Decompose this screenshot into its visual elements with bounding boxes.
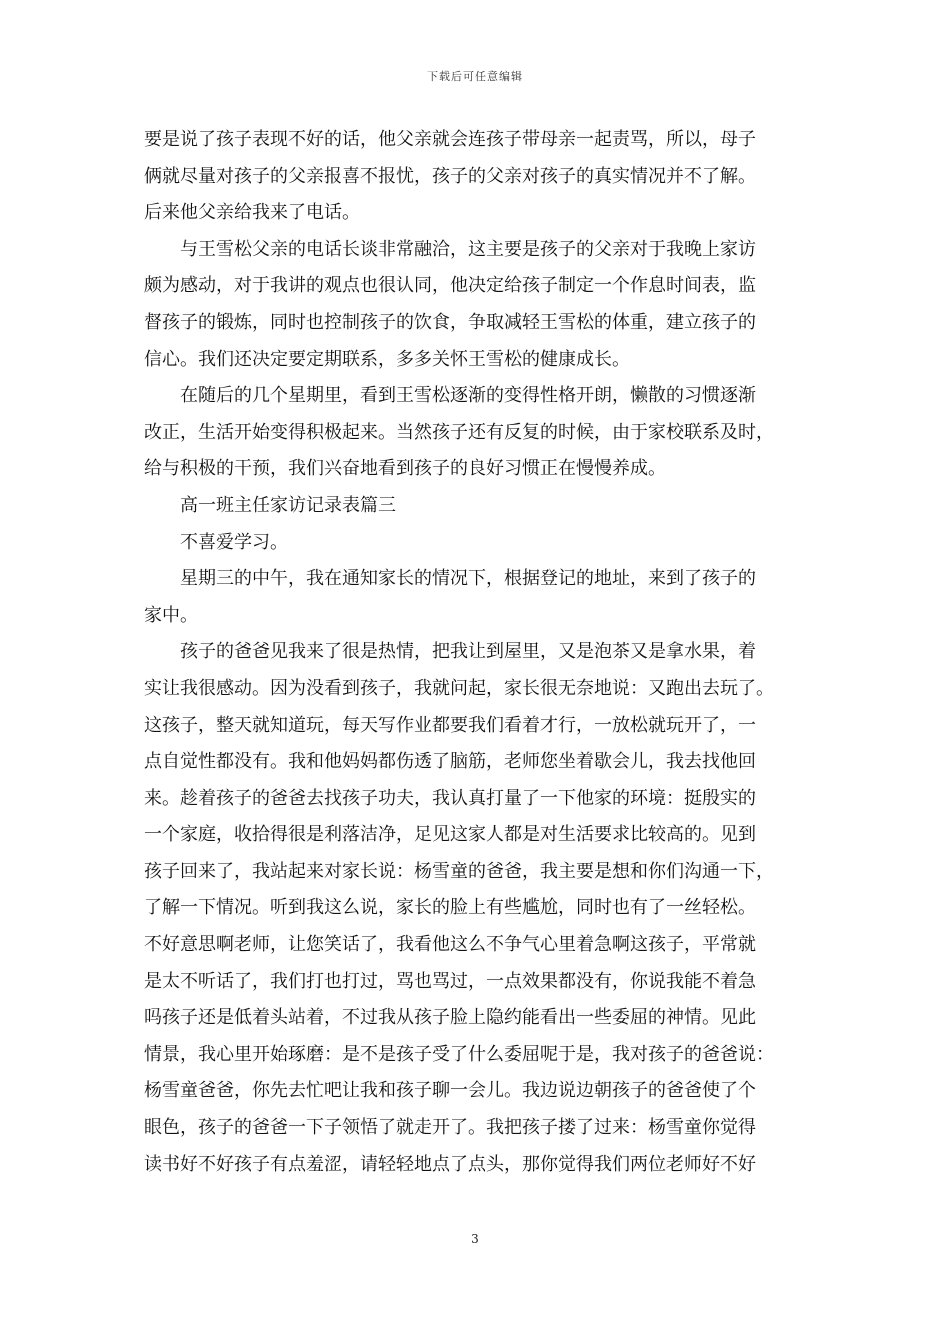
body-text xyxy=(144,122,814,1183)
text-line: 读书好不好孩子有点羞涩，请轻轻地点了点头，那你觉得我们两位老师好不好 xyxy=(144,1153,756,1175)
section-title: 高一班主任家访记录表篇三 xyxy=(144,494,396,516)
text-line: 家中。 xyxy=(144,604,198,626)
text-line: 孩子回来了，我站起来对家长说：杨雪童的爸爸，我主要是想和你们沟通一下， xyxy=(144,860,774,882)
text-line: 眼色，孩子的爸爸一下子领悟了就走开了。我把孩子搂了过来：杨雪童你觉得 xyxy=(144,1117,756,1139)
text-line: 情景，我心里开始琢磨：是不是孩子受了什么委屈呢于是，我对孩子的爸爸说： xyxy=(144,1043,774,1065)
text-line: 这孩子，整天就知道玩，每天写作业都要我们看着才行，一放松就玩开了，一 xyxy=(144,714,756,736)
text-line: 吗孩子还是低着头站着，不过我从孩子脸上隐约能看出一些委屈的神情。见此 xyxy=(144,1007,756,1029)
text-line: 信心。我们还决定要定期联系，多多关怀王雪松的健康成长。 xyxy=(144,348,630,370)
text-line: 点自觉性都没有。我和他妈妈都伤透了脑筋，老师您坐着歇会儿，我去找他回 xyxy=(144,751,756,773)
text-line: 俩就尽量对孩子的父亲报喜不报忧，孩子的父亲对孩子的真实情况并不了解。 xyxy=(144,165,756,187)
text-line: 要是说了孩子表现不好的话，他父亲就会连孩子带母亲一起责骂，所以，母子 xyxy=(144,129,756,150)
text-line: 不喜爱学习。 xyxy=(144,531,288,553)
text-line: 实让我很感动。因为没看到孩子，我就问起，家长很无奈地说：又跑出去玩了。 xyxy=(144,677,774,699)
text-line: 颇为感动，对于我讲的观点也很认同，他决定给孩子制定一个作息时间表，监 xyxy=(144,275,756,297)
text-line: 在随后的几个星期里，看到王雪松逐渐的变得性格开朗，懒散的习惯逐渐 xyxy=(144,385,756,407)
text-line: 星期三的中午，我在通知家长的情况下，根据登记的地址，来到了孩子的 xyxy=(144,568,756,590)
text-line: 孩子的爸爸见我来了很是热情，把我让到屋里，又是泡茶又是拿水果，着 xyxy=(144,641,756,663)
text-line: 与王雪松父亲的电话长谈非常融洽，这主要是孩子的父亲对于我晚上家访 xyxy=(144,238,756,260)
text-line: 不好意思啊老师，让您笑话了，我看他这么不争气心里着急啊这孩子，平常就 xyxy=(144,934,756,956)
text-line: 一个家庭，收拾得很是利落洁净，足见这家人都是对生活要求比较高的。见到 xyxy=(144,824,756,846)
text-line: 来。趁着孩子的爸爸去找孩子功夫，我认真打量了一下他家的环境：挺殷实的 xyxy=(144,787,756,809)
page-header: 下载后可任意编辑 xyxy=(427,70,523,83)
text-line: 改正，生活开始变得积极起来。当然孩子还有反复的时候，由于家校联系及时， xyxy=(144,421,774,443)
page-number: 3 xyxy=(471,1232,479,1246)
text-line: 督孩子的锻炼，同时也控制孩子的饮食，争取减轻王雪松的体重，建立孩子的 xyxy=(144,311,756,333)
text-line: 后来他父亲给我来了电话。 xyxy=(144,202,360,224)
text-line: 给与积极的干预，我们兴奋地看到孩子的良好习惯正在慢慢养成。 xyxy=(144,458,666,480)
text-line: 是太不听话了，我们打也打过，骂也骂过，一点效果都没有，你说我能不着急 xyxy=(144,970,756,992)
text-line: 杨雪童爸爸，你先去忙吧让我和孩子聊一会儿。我边说边朝孩子的爸爸使了个 xyxy=(144,1080,756,1102)
text-line: 了解一下情况。听到我这么说，家长的脸上有些尴尬，同时也有了一丝轻松。 xyxy=(144,897,756,919)
